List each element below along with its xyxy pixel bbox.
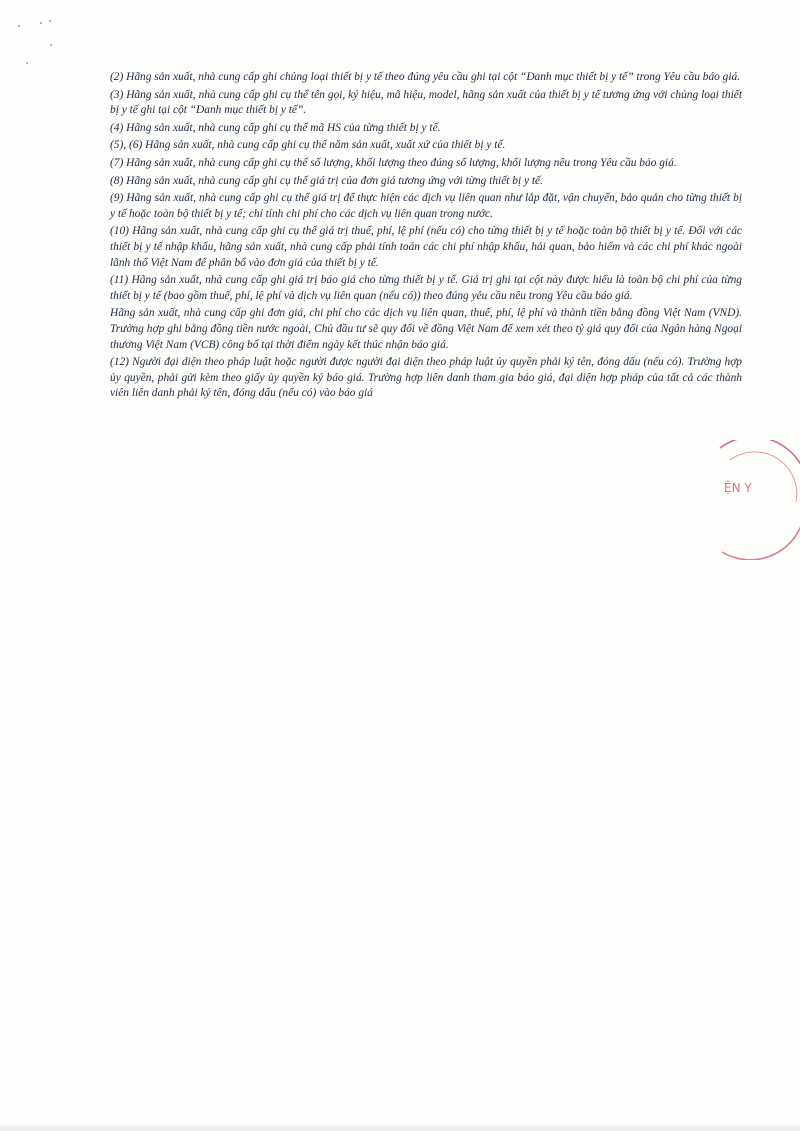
note-8: (8) Hãng sản xuất, nhà cung cấp ghi cụ thể giá trị của đơn giá tương ứng với từng thiết bị y tế. [110,174,543,187]
speck [50,44,52,46]
stamp-text: ỆN Y [724,481,752,495]
note-10: (10) Hãng sản xuất, nhà cung cấp ghi cụ thể giá trị thuế, phí, lệ phí (nếu có) cho từng thiết bị y tế hoặc toàn bộ thiết bị y tế. Đối với các thiết bị y tế nhập khẩu, hãng sản xuất, nhà cung cấp phải tính toán các chi phí nhập khẩu, hải quan, bảo hiểm và các chi phí khác ngoài lãnh thổ Việt Nam để phân bổ vào đơn giá của thiết bị y tế. [110,225,742,269]
stamp-lower-arc [722,510,800,560]
note-12: (12) Người đại diện theo pháp luật hoặc người được người đại diện theo pháp luật ủy quyền phải ký tên, đóng dấu (nếu có). Trường hợp ủy quyền, phải gửi kèm theo giấy ủy quyền ký báo giá. Trường hợp liên danh tham gia báo giá, đại diện hợp pháp của tất cả các thành viên liên danh phải ký tên, đóng dấu (nếu có) vào báo giá [110,356,742,400]
note-11: (11) Hãng sản xuất, nhà cung cấp ghi giá trị báo giá cho từng thiết bị y tế. Giá trị ghi tại cột này được hiểu là toàn bộ chi phí của từng thiết bị y tế (bao gồm thuế, phí, lệ phí và dịch vụ liên quan (nếu có)) theo đúng yêu cầu nêu trong Yêu cầu báo giá. [110,274,742,302]
speck [26,62,28,64]
footnotes-block [110,70,742,404]
note-currency: Hãng sản xuất, nhà cung cấp ghi đơn giá, chi phí cho các dịch vụ liên quan, thuế, phí, lệ phí và thành tiền bằng đồng Việt Nam (VND). Trường hợp ghi bằng đồng tiền nước ngoài, Chủ đầu tư sẽ quy đổi về đồng Việt Nam để xem xét theo tỷ giá quy đổi của Ngân hàng Ngoại thương Việt Nam (VCB) công bố tại thời điểm ngày kết thúc nhận báo giá. [110,307,742,351]
stamp-outer-arc [720,440,800,510]
note-9: (9) Hãng sản xuất, nhà cung cấp ghi cụ thể giá trị để thực hiện các dịch vụ liên quan như lắp đặt, vận chuyển, bảo quản cho từng thiết bị y tế hoặc toàn bộ thiết bị y tế; chỉ tính chi phí cho các dịch vụ liên quan trong nước. [110,192,742,220]
speck [40,22,42,24]
speck [49,20,51,22]
speck [18,25,20,27]
red-seal-stamp [700,440,800,560]
note-2: (2) Hãng sản xuất, nhà cung cấp ghi chủng loại thiết bị y tế theo đúng yêu cầu ghi tại cột “Danh mục thiết bị y tế” trong Yêu cầu báo giá. [110,71,741,83]
note-7: (7) Hãng sản xuất, nhà cung cấp ghi cụ thể số lượng, khối lượng theo đúng số lượng, khối lượng nêu trong Yêu cầu báo giá. [110,156,677,169]
scan-bottom-edge [0,1125,800,1131]
note-4: (4) Hãng sản xuất, nhà cung cấp ghi cụ thể mã HS của từng thiết bị y tế. [110,121,441,134]
note-5-6: (5), (6) Hãng sản xuất, nhà cung cấp ghi cụ thể năm sản xuất, xuất xứ của thiết bị y tế. [110,139,506,152]
note-3: (3) Hãng sản xuất, nhà cung cấp ghi cụ thể tên gọi, ký hiệu, mã hiệu, model, hãng sản xuất của thiết bị y tế tương ứng với chủng loại thiết bị y tế ghi tại cột “Danh mục thiết bị y tế”. [110,88,742,117]
